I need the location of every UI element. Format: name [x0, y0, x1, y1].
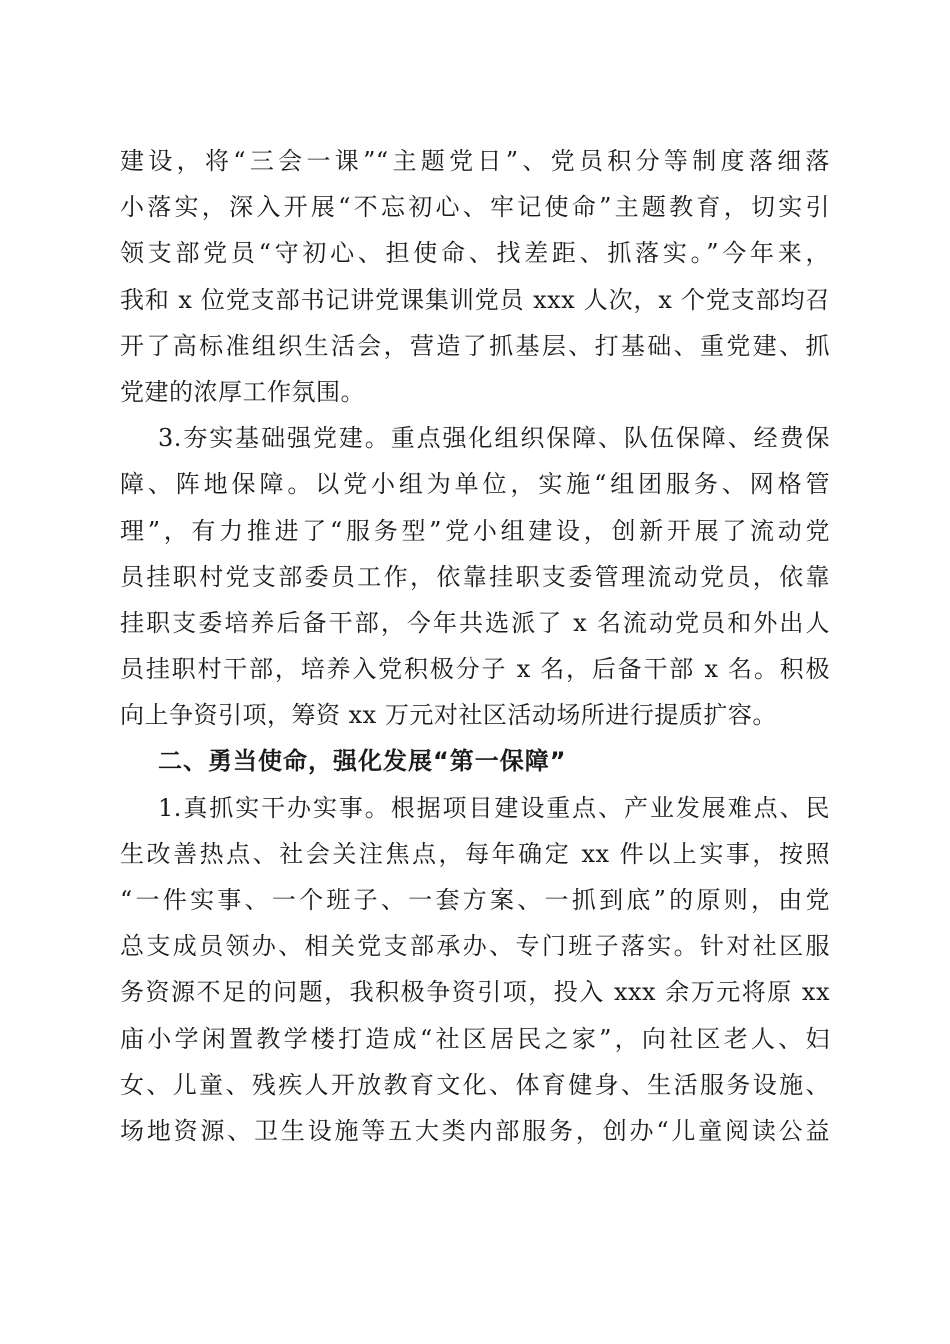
body-line: 生改善热点、社会关注焦点，每年确定 xx 件以上实事，按照 [120, 839, 830, 868]
body-line: 小落实，深入开展“不忘初心、牢记使命”主题教育，切实引 [120, 193, 830, 222]
section-heading: 二、勇当使命，强化发展“第一保障” [158, 747, 567, 776]
body-line: 挂职支委培养后备干部，今年共选派了 x 名流动党员和外出人 [120, 608, 830, 637]
body-line: 建设，将“三会一课”“主题党日”、党员积分等制度落细落 [120, 147, 830, 175]
body-line: 女、儿童、残疾人开放教育文化、体育健身、生活服务设施、 [120, 1070, 830, 1099]
body-line: 场地资源、卫生设施等五大类内部服务，创办“儿童阅读公益 [120, 1116, 830, 1145]
body-line: 务资源不足的问题，我积极争资引项，投入 xxx 余万元将原 xx [120, 978, 830, 1007]
body-line: 开了高标准组织生活会，营造了抓基层、打基础、重党建、抓 [120, 331, 830, 360]
body-line: 理”，有力推进了“服务型”党小组建设，创新开展了流动党 [120, 516, 830, 545]
body-line: 领支部党员“守初心、担使命、找差距、抓落实。”今年来， [120, 239, 830, 268]
body-line: “一件实事、一个班子、一套方案、一抓到底”的原则，由党 [120, 886, 830, 914]
body-line: 我和 x 位党支部书记讲党课集训党员 xxx 人次，x 个党支部均召 [120, 285, 830, 314]
body-line: 党建的浓厚工作氛围。 [120, 377, 365, 406]
paragraph-start-line: 1.真抓实干办实事。根据项目建设重点、产业发展难点、民 [158, 793, 830, 822]
body-line: 员挂职村党支部委员工作，依靠挂职支委管理流动党员，依靠 [120, 562, 830, 591]
paragraph-start-line: 3.夯实基础强党建。重点强化组织保障、队伍保障、经费保 [158, 424, 830, 453]
body-line: 员挂职村干部，培养入党积极分子 x 名，后备干部 x 名。积极 [120, 655, 830, 684]
document-body [120, 138, 830, 1154]
body-line: 障、阵地保障。以党小组为单位，实施“组团服务、网格管 [120, 470, 830, 499]
body-line: 庙小学闲置教学楼打造成“社区居民之家”，向社区老人、妇 [120, 1024, 830, 1053]
body-line: 向上争资引项，筹资 xx 万元对社区活动场所进行提质扩容。 [120, 701, 777, 730]
body-line: 总支成员领办、相关党支部承办、专门班子落实。针对社区服 [120, 932, 830, 961]
